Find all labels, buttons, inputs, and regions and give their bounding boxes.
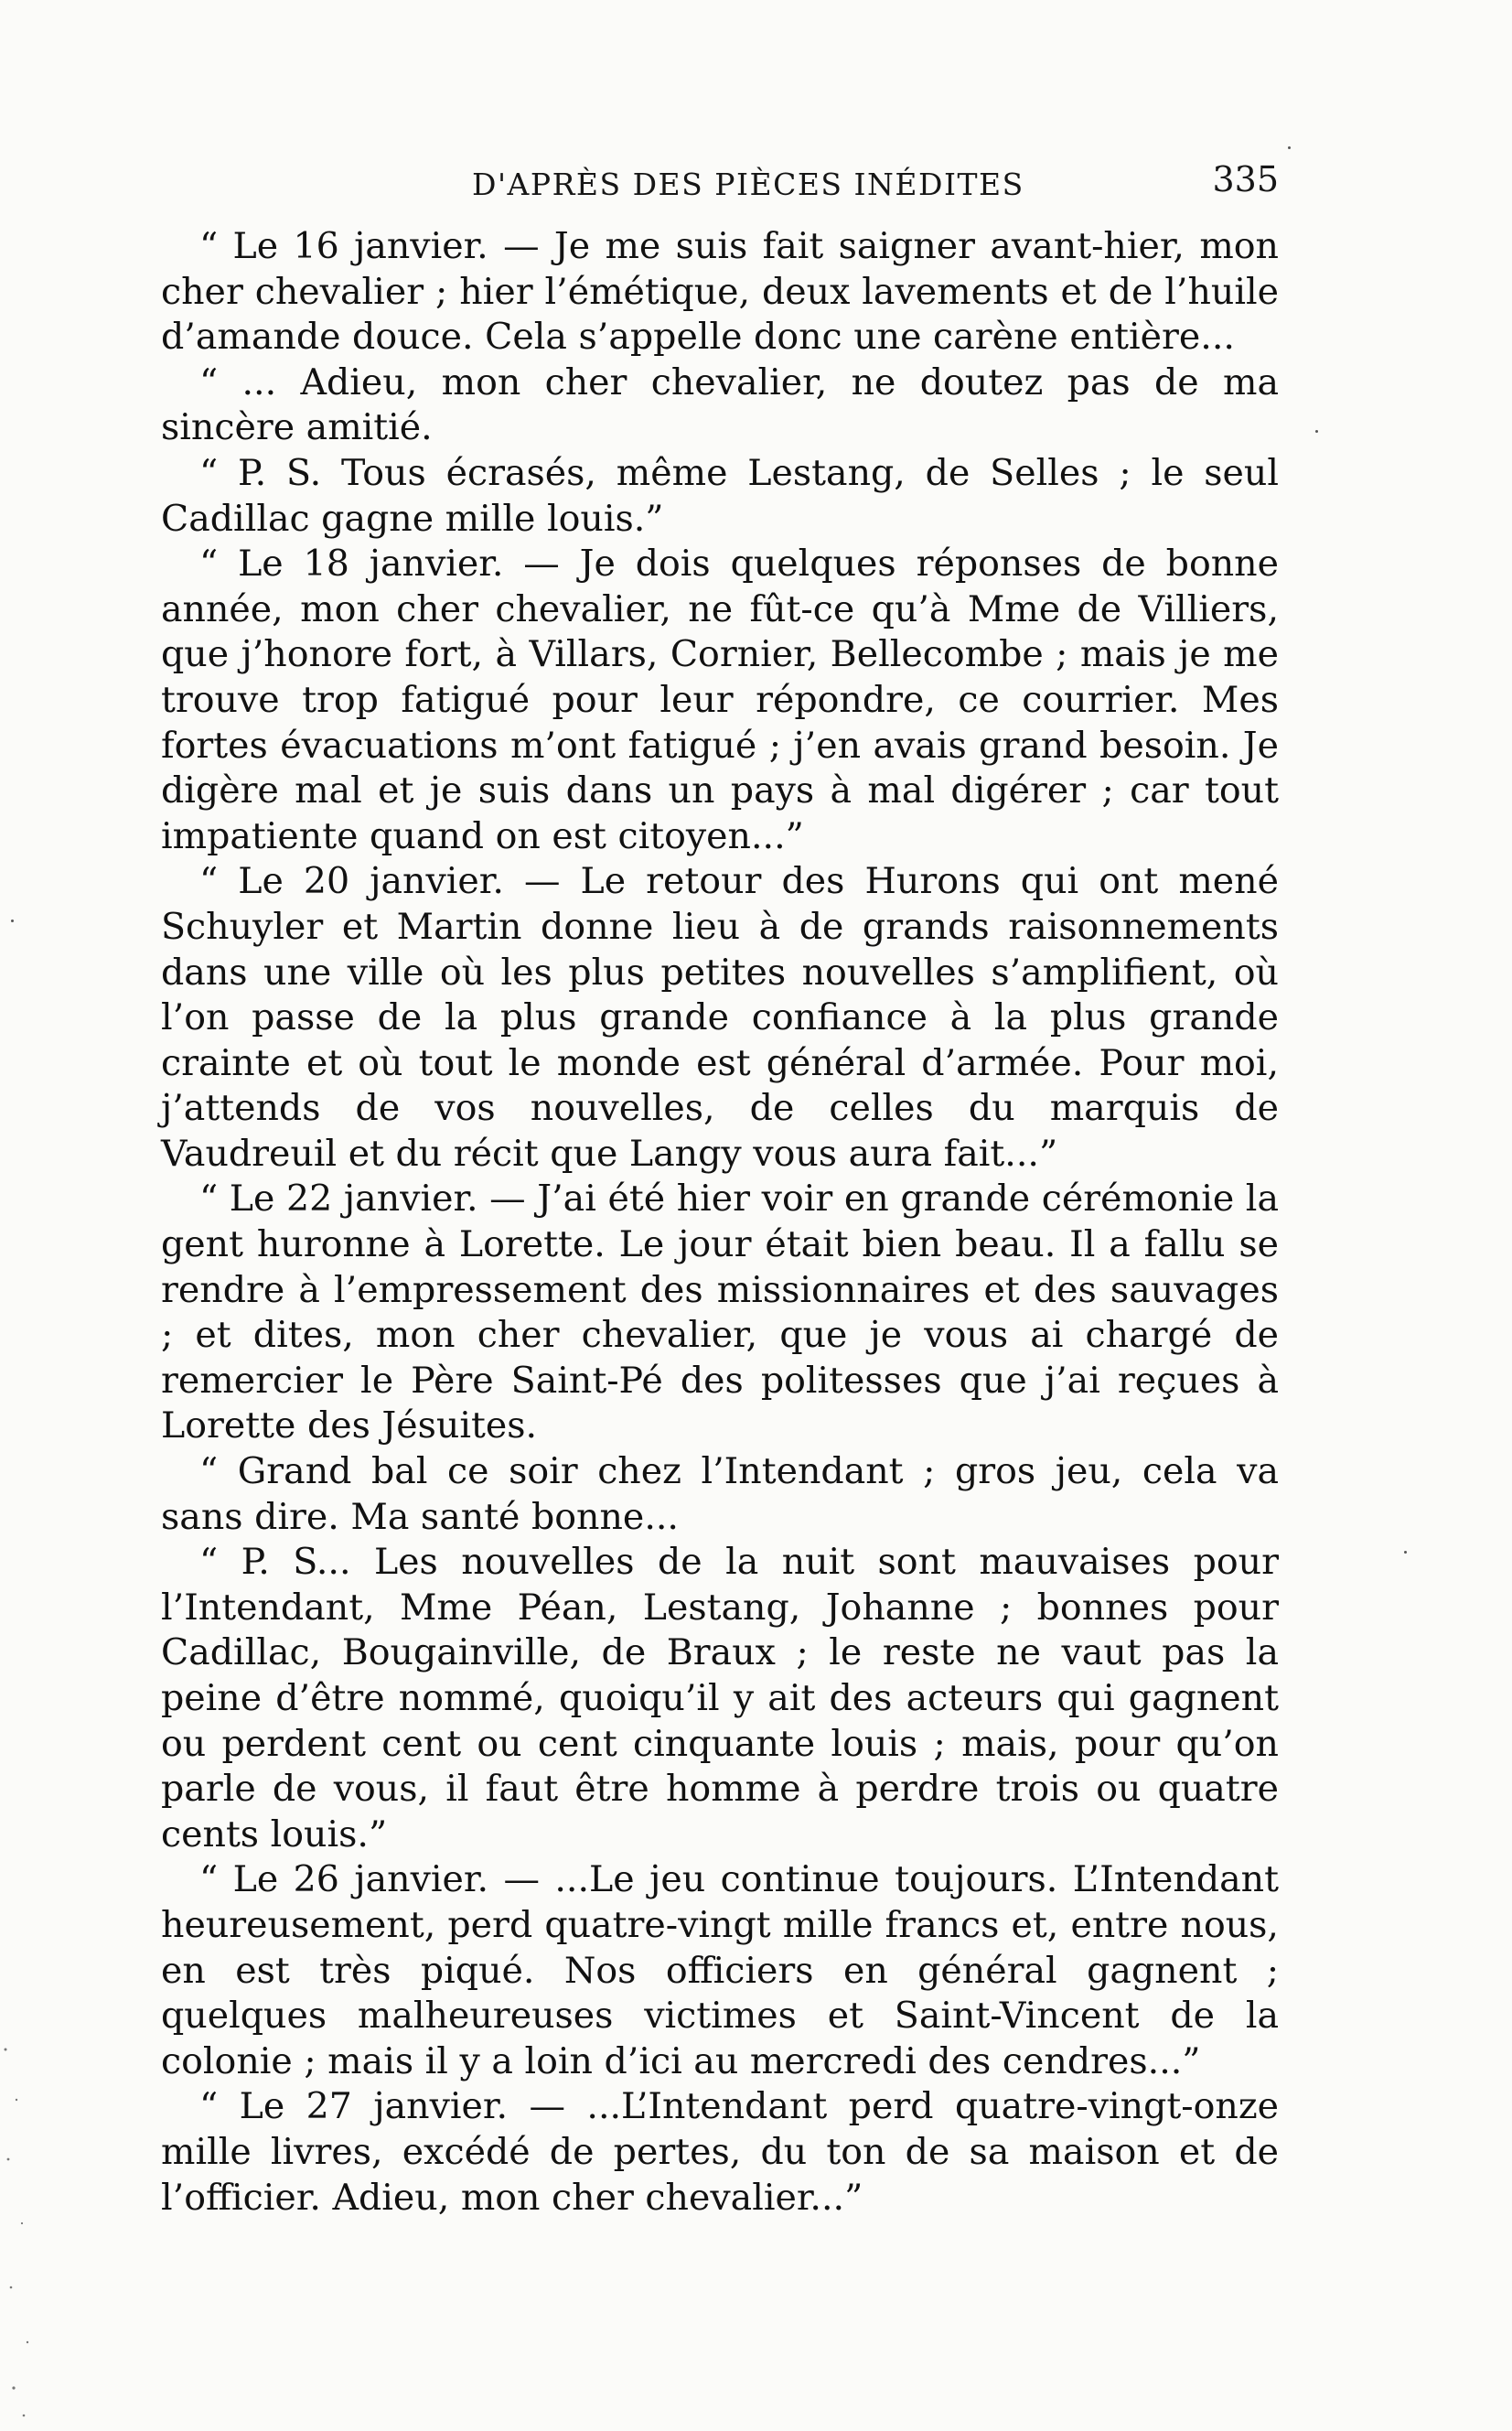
running-title: D'APRÈS DES PIÈCES INÉDITES <box>472 167 1024 202</box>
scan-edge-noise <box>0 2013 37 2431</box>
paragraph-26-janvier: “ Le 26 janvier. — ...Le jeu continue toujours. L’Intendant heureusement, perd quatre-vingt mille francs et, entre nous, en est très piqué. Nos officiers en général gagnent ; quelques malheureuses victimes et Saint-Vincent de la colonie ; mais il y a loin d’ici au mercredi des cendres...” <box>161 1858 1279 2082</box>
paragraph-22-janvier: “ Le 22 janvier. — J’ai été hier voir en grande cérémonie la gent huronne à Lorette. Le jour était bien beau. Il a fallu se rendre à l’empressement des missionnaires et des sauvages ; et dites, mon cher chevalier, que je vous ai chargé de remercier le Père Saint-Pé des politesses que j’ai reçues à Lorette des Jésuites. <box>161 1178 1279 1447</box>
paragraph-adieu: “ ... Adieu, mon cher chevalier, ne doutez pas de ma sincère amitié. <box>161 360 1279 449</box>
paragraph-ps-ecrases: “ P. S. Tous écrasés, même Lestang, de Selles ; le seul Cadillac gagne mille louis.” <box>161 451 1279 540</box>
page-header <box>161 154 1279 209</box>
paragraph-18-janvier: “ Le 18 janvier. — Je dois quelques réponses de bonne année, mon cher chevalier, ne fût-ce qu’à Mme de Villiers, que j’honore fort, à Villars, Cornier, Bellecombe ; mais je me trouve trop fatigué pour leur répondre, ce courrier. Mes fortes évacuations m’ont fatigué ; j’en avais grand besoin. Je digère mal et je suis dans un pays à mal digérer ; car tout impatiente quand on est citoyen...” <box>161 543 1279 857</box>
scan-speck <box>1288 146 1291 149</box>
paragraph-27-janvier: “ Le 27 janvier. — ...L’Intendant perd quatre-vingt-onze mille livres, excédé de pertes, du ton de sa maison et de l’officier. Adieu, mon cher chevalier...” <box>161 2085 1279 2219</box>
paragraph-grand-bal: “ Grand bal ce soir chez l’Intendant ; gros jeu, cela va sans dire. Ma santé bonne... <box>161 1450 1279 1538</box>
paragraph-16-janvier: “ Le 16 janvier. — Je me suis fait saigner avant-hier, mon cher chevalier ; hier l’émétique, deux lavements et de l’huile d’amande douce. Cela s’appelle donc une carène entière... <box>161 225 1279 359</box>
scan-speck <box>1404 1551 1407 1554</box>
paragraph-ps-nouvelles: “ P. S... Les nouvelles de la nuit sont mauvaises pour l’Intendant, Mme Péan, Lestang, Johanne ; bonnes pour Cadillac, Bougainville, de Braux ; le reste ne vaut pas la peine d’être nommé, quoiqu’il y ait des acteurs qui gagnent ou perdent cent ou cent cinquante louis ; mais, pour qu’on parle de vous, il faut être homme à perdre trois ou quatre cents louis.” <box>161 1541 1279 1856</box>
page-number: 335 <box>1212 159 1279 199</box>
paragraph-20-janvier: “ Le 20 janvier. — Le retour des Hurons qui ont mené Schuyler et Martin donne lieu à de grands raisonnements dans une ville où les plus petites nouvelles s’amplifient, où l’on passe de la plus grande confiance à la plus grande crainte et où tout le monde est général d’armée. Pour moi, j’attends de vos nouvelles, de celles du marquis de Vaudreuil et du récit que Langy vous aura fait...” <box>161 860 1279 1175</box>
scan-speck <box>11 920 14 922</box>
scan-speck <box>1315 430 1318 433</box>
letter-excerpts <box>161 224 1279 2221</box>
